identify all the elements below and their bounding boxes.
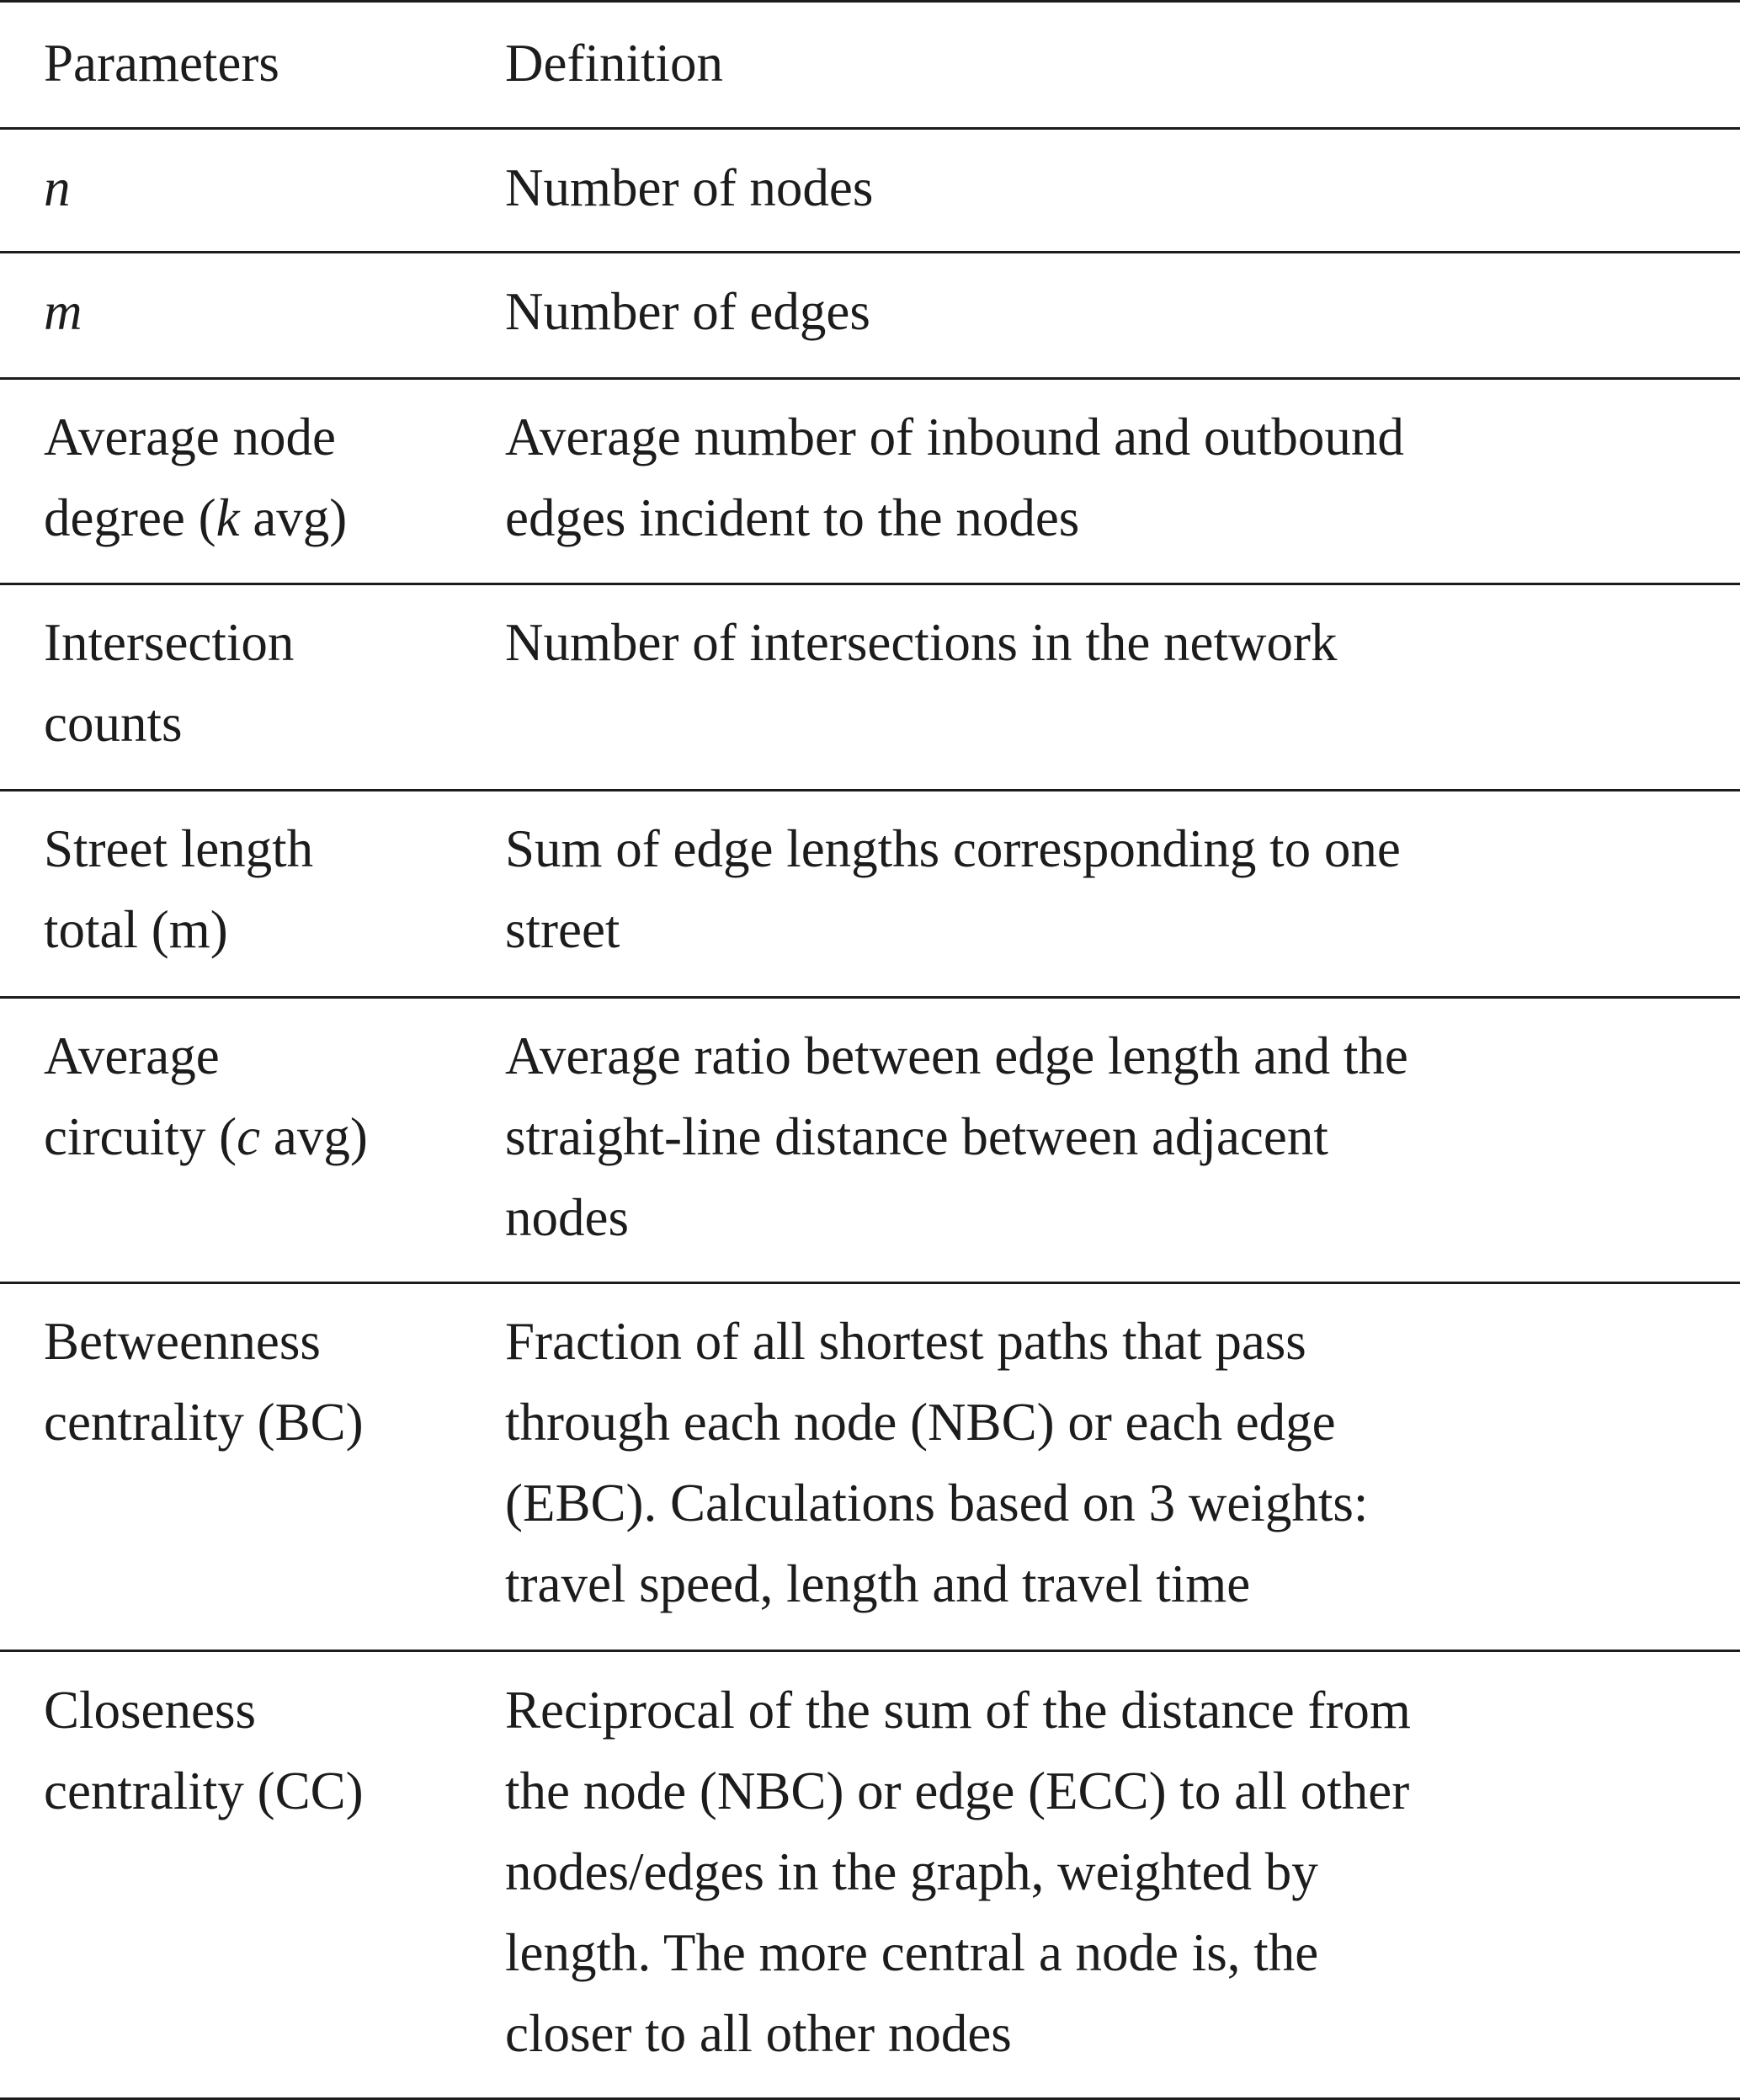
parameter-cell: [0, 253, 505, 379]
table-row: [0, 253, 1740, 379]
parameter-label-text: Average circuity (: [44, 1026, 237, 1166]
definition-text: Sum of edge lengths corresponding to one street: [505, 819, 1401, 959]
definition-text: Number of edges: [505, 282, 870, 341]
parameter-cell: [0, 584, 505, 791]
definition-text: Reciprocal of the sum of the distance from the node (NBC) or edge (ECC) to all other nodes/edges in the graph, weighted by length. The more central a node is, the closer to all other nodes: [505, 1681, 1411, 2063]
parameter-symbol: n: [44, 158, 71, 217]
definition-cell: [505, 1283, 1740, 1651]
definition-text: Number of nodes: [505, 158, 874, 217]
parameter-label: Intersection counts: [44, 613, 295, 753]
definition-text: Average number of inbound and outbound edges incident to the nodes: [505, 408, 1404, 547]
parameter-cell: [0, 379, 505, 584]
header-parameters: [0, 2, 505, 129]
parameter-label: [44, 1015, 505, 1177]
definition-cell: [505, 253, 1740, 379]
parameter-label-text: Average node degree (: [44, 408, 336, 547]
parameter-cell: [0, 791, 505, 998]
parameter-cell: [0, 129, 505, 253]
parameter-variable: c: [237, 1107, 261, 1166]
table-row: [0, 1283, 1740, 1651]
table-row: [0, 584, 1740, 791]
table-row: [0, 1651, 1740, 2099]
parameter-symbol: m: [44, 282, 82, 341]
parameter-label: Betweenness centrality (BC): [44, 1312, 364, 1452]
parameter-label: Street length total (m): [44, 819, 314, 959]
parameter-cell: [0, 1651, 505, 2099]
table-row: [0, 998, 1740, 1283]
parameter-label: Closeness centrality (CC): [44, 1681, 364, 1820]
parameter-variable: k: [216, 488, 240, 547]
table-row: [0, 129, 1740, 253]
table-row: [0, 791, 1740, 998]
header-definition-label: Definition: [505, 34, 723, 93]
parameter-label: [44, 397, 505, 558]
parameter-label-suffix: avg): [260, 1107, 368, 1166]
header-parameters-label: Parameters: [44, 34, 279, 93]
definition-text: Average ratio between edge length and the straight-line distance between adjacent nodes: [505, 1026, 1408, 1247]
definition-cell: [505, 379, 1740, 584]
header-definition: [505, 2, 1740, 129]
parameter-cell: [0, 1283, 505, 1651]
table-header-row: [0, 2, 1740, 129]
table-row: [0, 379, 1740, 584]
parameter-label-suffix: avg): [239, 488, 348, 547]
definition-cell: [505, 129, 1740, 253]
definition-cell: [505, 998, 1740, 1283]
parameter-cell: [0, 998, 505, 1283]
definition-text: Number of intersections in the network: [505, 613, 1338, 672]
definition-cell: [505, 791, 1740, 998]
definition-cell: [505, 1651, 1740, 2099]
definition-cell: [505, 584, 1740, 791]
definition-text: Fraction of all shortest paths that pass through each node (NBC) or each edge (EBC). Calculations based on 3 weights: travel speed, length and travel time: [505, 1312, 1369, 1613]
